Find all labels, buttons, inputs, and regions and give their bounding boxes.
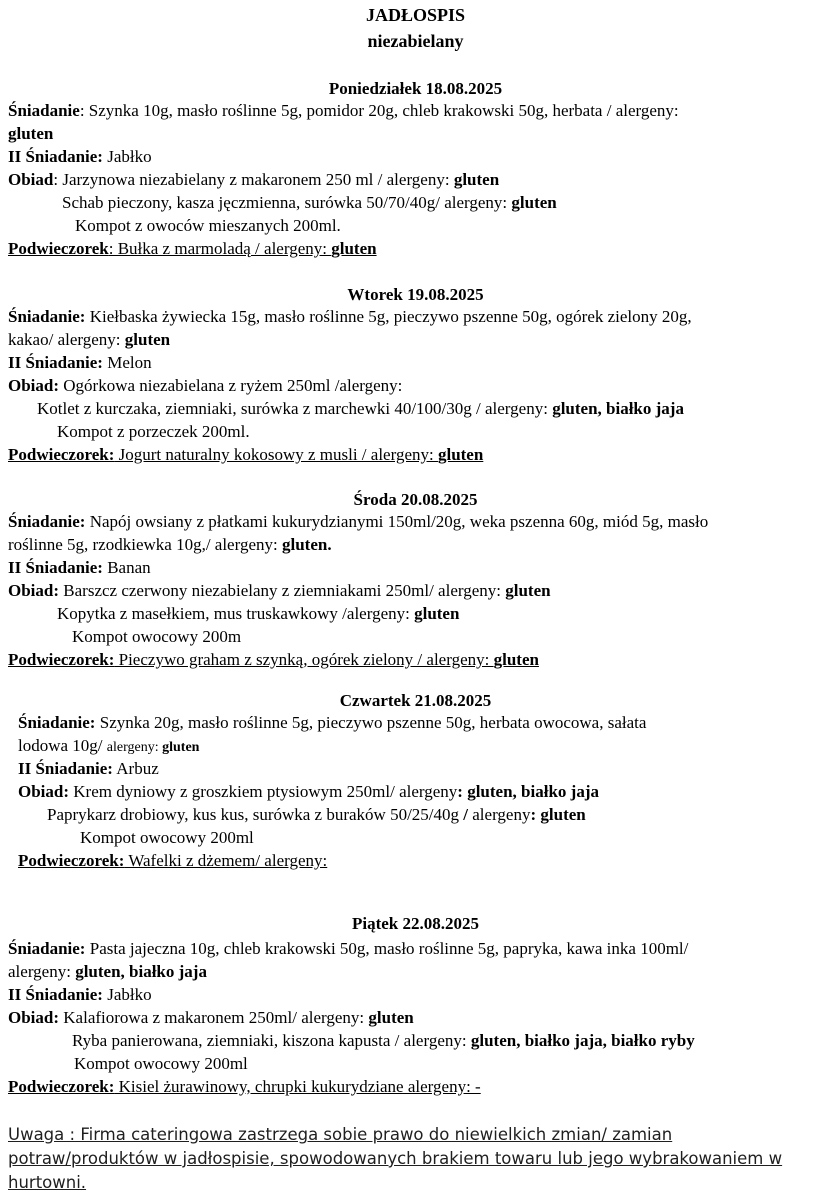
- breakfast-text: Szynka 20g, masło roślinne 5g, pieczywo pszenne 50g, herbata owocowa, sałata: [95, 713, 647, 732]
- monday-second-breakfast: [8, 146, 823, 169]
- monday-main-course: [62, 192, 831, 215]
- second-breakfast-text: Jabłko: [102, 985, 152, 1004]
- lunch-allergen: gluten: [505, 581, 551, 600]
- friday-snack: [8, 1076, 823, 1099]
- lunch-label: Obiad:: [8, 581, 60, 600]
- breakfast-label: Śniadanie:: [18, 713, 96, 732]
- breakfast-label: Śniadanie:: [8, 512, 86, 531]
- wednesday-drink: Kompot owocowy 200m: [72, 627, 242, 646]
- snack-label: Podwieczorek: [8, 239, 109, 258]
- second-breakfast-text: Jabłko: [102, 147, 152, 166]
- snack-allergen: gluten: [437, 445, 484, 464]
- breakfast-allergen: gluten: [162, 740, 200, 755]
- main-course-text: Paprykarz drobiowy, kus kus, surówka z buraków 50/25/40g: [47, 805, 464, 824]
- snack-allergen: gluten: [493, 650, 539, 669]
- main-course-text: Kotlet z kurczaka, ziemniaki, surówka z marchewki 40/100/30g / alergeny:: [37, 399, 553, 418]
- friday-main-course: [72, 1030, 831, 1053]
- snack-label: Podwieczorek:: [8, 1077, 115, 1096]
- tuesday-breakfast: [8, 306, 823, 329]
- note-line-1: Uwaga : Firma cateringowa zastrzega sobie prawo do niewielkich zmian/ zamian: [8, 1125, 673, 1144]
- lunch-label: Obiad:: [18, 782, 70, 801]
- tuesday-breakfast-cont: [8, 329, 823, 352]
- friday-lunch: [8, 1007, 823, 1030]
- monday-snack: [8, 238, 823, 261]
- thursday-breakfast-cont: [18, 735, 831, 760]
- thursday-second-breakfast: [18, 758, 831, 781]
- note-line-2: potraw/produktów w jadłospisie, spowodowanych brakiem towaru lub jego wybrakowaniem w: [8, 1149, 783, 1168]
- snack-label: Podwieczorek:: [8, 445, 115, 464]
- breakfast-text: Kiełbaska żywiecka 15g, masło roślinne 5g, pieczywo pszenne 50g, ogórek zielony 20g,: [85, 307, 692, 326]
- breakfast-text-cont: alergeny:: [8, 962, 76, 981]
- snack-text: Kisiel żurawinowy, chrupki kukurydziane alergeny: -: [114, 1077, 481, 1096]
- friday-second-breakfast: [8, 984, 823, 1007]
- day-heading-thursday: Czwartek 21.08.2025: [339, 691, 492, 710]
- breakfast-allergen-label: alergeny:: [106, 740, 163, 755]
- day-heading-monday: Poniedziałek 18.08.2025: [328, 79, 503, 98]
- second-breakfast-label: II Śniadanie:: [8, 985, 103, 1004]
- lunch-label: Obiad: [8, 170, 54, 189]
- tuesday-drink: Kompot z porzeczek 200ml.: [57, 422, 250, 441]
- breakfast-label: Śniadanie: [8, 101, 80, 120]
- tuesday-snack: [8, 444, 823, 467]
- document-subtitle: niezabielany: [367, 31, 464, 51]
- snack-text: Wafelki z dżemem/ alergeny:: [124, 851, 328, 870]
- wednesday-breakfast-cont: [8, 534, 823, 557]
- main-course-allergen: gluten: [414, 604, 460, 623]
- second-breakfast-text: Arbuz: [112, 759, 159, 778]
- breakfast-label: Śniadanie:: [8, 939, 86, 958]
- breakfast-text: Napój owsiany z płatkami kukurydzianymi 150ml/20g, weka pszenna 60g, miód 5g, masło: [85, 512, 709, 531]
- lunch-label: Obiad:: [8, 376, 60, 395]
- tuesday-main-course: [37, 398, 831, 421]
- snack-label: Podwieczorek:: [8, 650, 115, 669]
- tuesday-second-breakfast: [8, 352, 823, 375]
- thursday-snack: [18, 850, 831, 873]
- breakfast-text-cont: roślinne 5g, rzodkiewka 10g,/ alergeny:: [8, 535, 282, 554]
- thursday-main-course: [47, 804, 831, 827]
- breakfast-allergen: gluten: [124, 330, 171, 349]
- second-breakfast-text: Banan: [102, 558, 151, 577]
- monday-breakfast-allergen: gluten: [8, 124, 54, 143]
- main-course-text: Ryba panierowana, ziemniaki, kiszona kapusta / alergeny:: [72, 1031, 471, 1050]
- breakfast-text: Pasta jajeczna 10g, chleb krakowski 50g, masło roślinne 5g, papryka, kawa inka 100ml/: [85, 939, 689, 958]
- second-breakfast-label: II Śniadanie:: [8, 353, 103, 372]
- day-heading-friday: Piątek 22.08.2025: [351, 914, 480, 933]
- main-course-allergen: gluten: [511, 193, 557, 212]
- main-course-allergen: gluten, białko jaja: [552, 399, 684, 418]
- document-title: JADŁOSPIS: [365, 5, 466, 25]
- main-course-allergen: : gluten: [530, 805, 586, 824]
- breakfast-allergen: gluten.: [281, 535, 332, 554]
- day-heading-tuesday: Wtorek 19.08.2025: [347, 285, 484, 304]
- second-breakfast-text: Melon: [102, 353, 152, 372]
- wednesday-second-breakfast: [8, 557, 823, 580]
- thursday-drink: Kompot owocowy 200ml: [80, 828, 254, 847]
- snack-text: Pieczywo graham z szynką, ogórek zielony / alergeny:: [114, 650, 494, 669]
- main-course-text: Kopytka z masełkiem, mus truskawkowy /alergeny:: [57, 604, 415, 623]
- main-course-text-cont: alergeny: [468, 805, 531, 824]
- monday-breakfast: [8, 100, 823, 123]
- tuesday-lunch: [8, 375, 823, 398]
- breakfast-label: Śniadanie:: [8, 307, 86, 326]
- lunch-allergen: gluten: [368, 1008, 414, 1027]
- lunch-label: Obiad:: [8, 1008, 60, 1027]
- breakfast-text-cont: lodowa 10g/: [18, 736, 107, 755]
- breakfast-text: : Szynka 10g, masło roślinne 5g, pomidor 20g, chleb krakowski 50g, herbata / alergeny:: [79, 101, 679, 120]
- day-heading-wednesday: Środa 20.08.2025: [353, 490, 478, 509]
- monday-lunch: [8, 169, 823, 192]
- lunch-text: Ogórkowa niezabielana z ryżem 250ml /alergeny:: [59, 376, 403, 395]
- main-course-slash: /: [463, 805, 469, 824]
- wednesday-snack: [8, 649, 823, 672]
- lunch-text: : Jarzynowa niezabielany z makaronem 250 ml / alergeny:: [53, 170, 454, 189]
- lunch-text: Kalafiorowa z makaronem 250ml/ alergeny:: [59, 1008, 369, 1027]
- monday-drink: Kompot z owoców mieszanych 200ml.: [75, 216, 341, 235]
- note-line-3: hurtowni.: [8, 1173, 87, 1192]
- snack-label: Podwieczorek:: [18, 851, 125, 870]
- wednesday-lunch: [8, 580, 823, 603]
- snack-allergen: gluten: [331, 239, 377, 258]
- lunch-text: Barszcz czerwony niezabielany z ziemniakami 250ml/ alergeny:: [59, 581, 506, 600]
- breakfast-allergen: gluten, białko jaja: [75, 962, 207, 981]
- second-breakfast-label: II Śniadanie:: [8, 147, 103, 166]
- breakfast-text-cont: kakao/ alergeny:: [8, 330, 125, 349]
- wednesday-breakfast: [8, 511, 823, 534]
- snack-text: Jogurt naturalny kokosowy z musli / alergeny:: [114, 445, 438, 464]
- main-course-text: Schab pieczony, kasza jęczmienna, surówka 50/70/40g/ alergeny:: [62, 193, 512, 212]
- friday-breakfast-cont: [8, 961, 823, 984]
- friday-breakfast: [8, 938, 823, 961]
- lunch-allergen: gluten: [453, 170, 500, 189]
- thursday-lunch: [18, 781, 831, 804]
- wednesday-main-course: [57, 603, 831, 626]
- thursday-breakfast: [18, 712, 831, 735]
- second-breakfast-label: II Śniadanie:: [8, 558, 103, 577]
- second-breakfast-label: II Śniadanie:: [18, 759, 113, 778]
- friday-drink: Kompot owocowy 200ml: [74, 1054, 248, 1073]
- snack-text: : Bułka z marmoladą / alergeny:: [108, 239, 332, 258]
- main-course-allergen: gluten, białko jaja, białko ryby: [470, 1031, 695, 1050]
- lunch-allergen: : gluten, białko jaja: [457, 782, 599, 801]
- lunch-text: Krem dyniowy z groszkiem ptysiowym 250ml/ alergeny: [69, 782, 458, 801]
